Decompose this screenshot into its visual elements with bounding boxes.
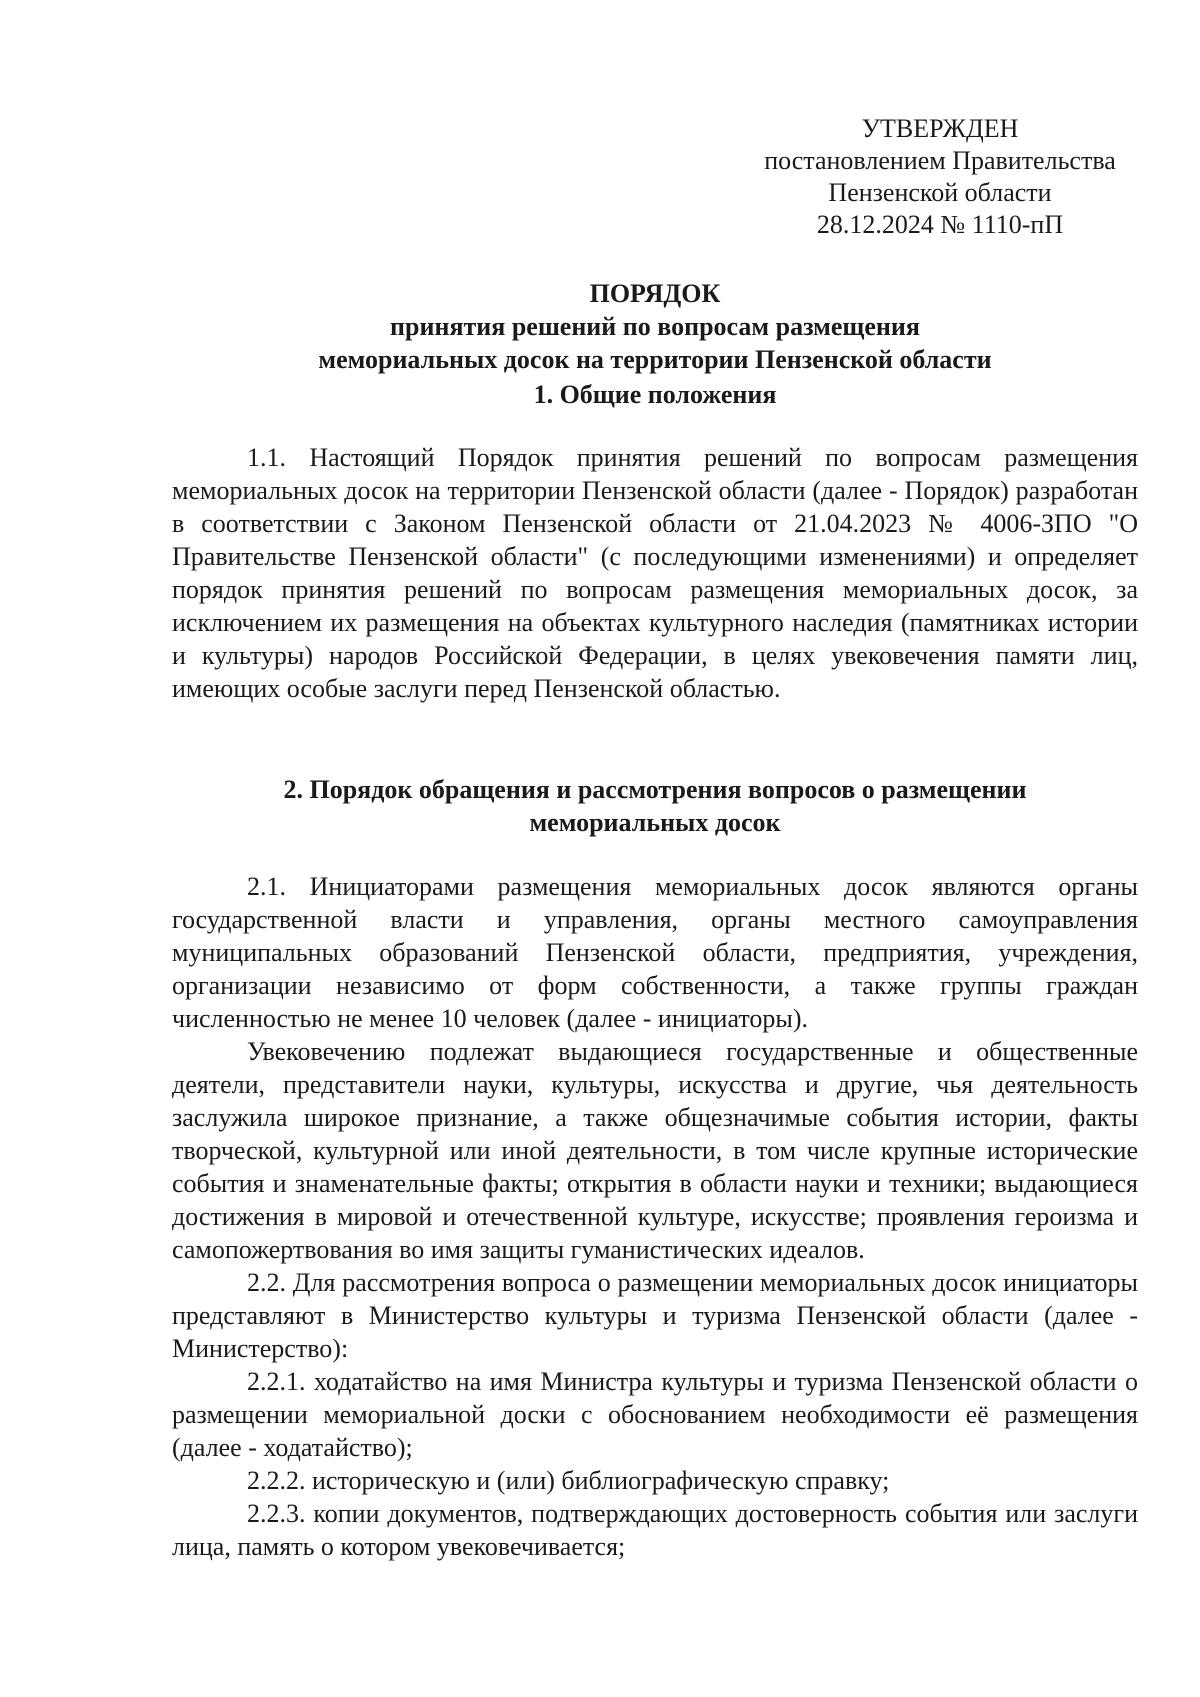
paragraph-2-2-3: 2.2.3. копии документов, подтверждающих достоверность события или заслуги лица, память о котором увековечивается; [172, 1499, 1138, 1561]
title-subtitle-line: принятия решений по вопросам размещения [390, 312, 920, 341]
document-title [170, 277, 1140, 376]
paragraph-2-1: 2.1. Инициаторами размещения мемориальных досок являются органы государственной власти и управления, органы местного самоуправления муниципальных образований Пензенской области, предприятия, учреждения, организации независимо от форм собственности, а также группы граждан численностью не менее 10 человек (далее - инициаторы). [172, 872, 1138, 1033]
paragraph-2-2-1: 2.2.1. ходатайство на имя Министра культуры и туризма Пензенской области о размещении мемориальной доски с обоснованием необходимости её размещения (далее - ходатайство); [172, 1367, 1138, 1462]
approval-line: Пензенской области [828, 178, 1052, 207]
paragraph-2-2: 2.2. Для рассмотрения вопроса о размещении мемориальных досок инициаторы представляют в Министерство культуры и туризма Пензенской области (далее - Министерство): [172, 1268, 1138, 1363]
approval-line: УТВЕРЖДЕН [861, 114, 1019, 143]
section-2-body [172, 870, 1138, 1563]
paragraph-2-2-2: 2.2.2. историческую и (или) библиографическую справку; [247, 1466, 890, 1495]
section-2-heading [170, 773, 1140, 839]
paragraph-1-1: 1.1. Настоящий Порядок принятия решений по вопросам размещения мемориальных досок на территории Пензенской области (далее - Порядок) разработан в соответствии с Законом Пензенской области от 21.04.2023 № 4006-ЗПО "О Правительстве Пензенской области" (с последующими изменениями) и определяет порядок принятия решений по вопросам размещения мемориальных досок, за исключением их размещения на объектах культурного наследия (памятниках истории и культуры) народов Российской Федерации, в целях увековечения памяти лиц, имеющих особые заслуги перед Пензенской областью. [172, 443, 1138, 703]
section-1-body [172, 441, 1138, 705]
approval-date-number: 28.12.2024 № 1110-пП [816, 210, 1064, 239]
paragraph-2-1-extra: Увековечению подлежат выдающиеся государственные и общественные деятели, представители науки, культуры, искусства и другие, чья деятельность заслужила широкое признание, а также общезначимые события истории, факты творческой, культурной или иной деятельности, в том числе крупные исторические события и знаменательные факты; открытия в области науки и техники; выдающиеся достижения в мировой и отечественной культуре, искусстве; проявления героизма и самопожертвования во имя защиты гуманистических идеалов. [172, 1037, 1138, 1264]
title-main: ПОРЯДОК [589, 279, 721, 308]
title-subtitle-line: мемориальных досок на территории Пензенской области [318, 345, 992, 374]
section-1-heading [170, 378, 1140, 411]
section-heading-text: 2. Порядок обращения и рассмотрения вопросов о размещении [283, 775, 1027, 804]
approval-line: постановлением Правительства [764, 146, 1116, 175]
section-heading-text: 1. Общие положения [533, 380, 777, 409]
approval-stamp-block [750, 113, 1130, 241]
section-heading-text: мемориальных досок [529, 808, 781, 837]
